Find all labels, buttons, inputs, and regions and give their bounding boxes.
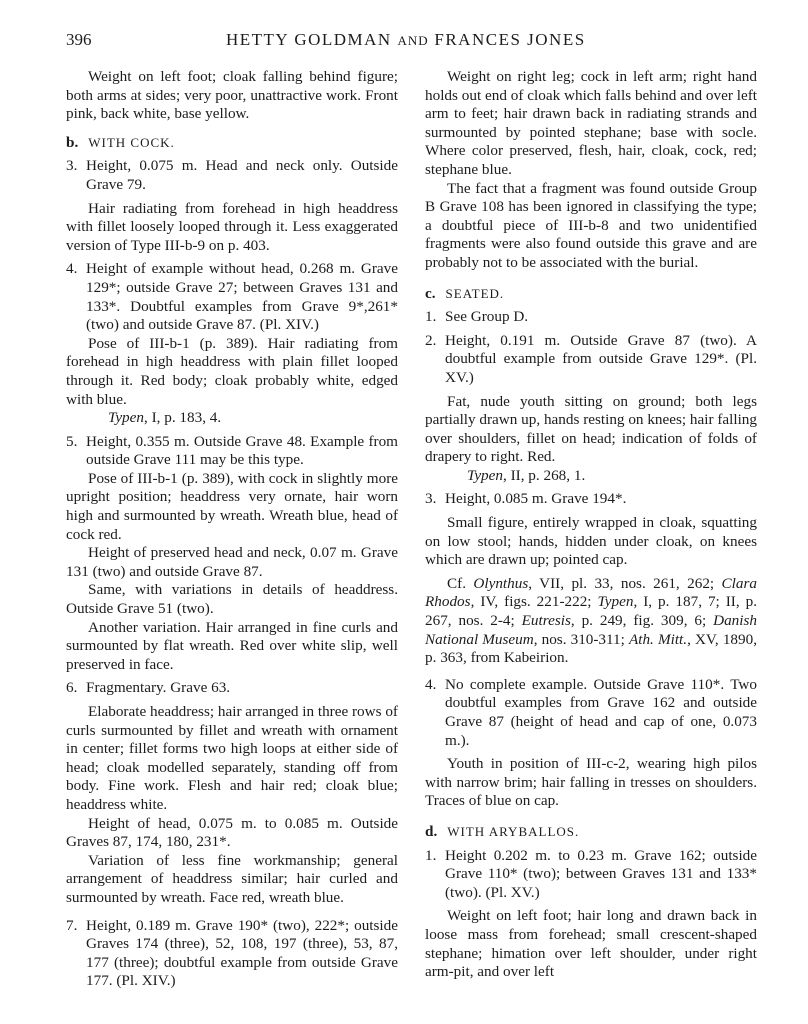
catalog-entry xyxy=(66,679,398,698)
catalog-entry xyxy=(425,332,757,388)
cf-title: Ath. Mitt. xyxy=(628,630,688,648)
entry-description: Elaborate headdress; hair arranged in three rows of curls surmounted by fillet and wreath with ornament in center; fillet forms two high loops at either side of head; cloak modelled separately, standing off from body. Fine work. Flesh and hair red; cloak blue; headdress white. xyxy=(66,703,398,813)
page-header xyxy=(0,30,808,54)
left-column xyxy=(66,68,398,991)
variant-paragraph: Height of head, 0.075 m. to 0.085 m. Outside Graves 87, 174, 180, 231*. xyxy=(66,814,398,851)
entry-description: Pose of III-b-1 (p. 389). Hair radiating from forehead in high headdress with plain fillet looped through it. Red body; cloak probably white, edged with blue. xyxy=(66,334,398,408)
comparanda xyxy=(425,575,757,668)
entry-text: No complete example. Outside Grave 110*. Two doubtful examples from Grave 162 and outside Grave 87 (height of head and cap of one, 0.073 m.). xyxy=(445,675,757,749)
citation-title: Typen xyxy=(467,466,503,484)
section-heading-b xyxy=(66,134,398,153)
running-head-and: AND xyxy=(397,33,429,48)
section-letter: d. xyxy=(425,822,438,840)
entry-description: Fat, nude youth sitting on ground; both legs partially drawn up, hands resting on knees; hair falling over shoulders, fillet on head; indication of folds of drapery to right. Red. xyxy=(425,392,757,466)
entry-number: 3. xyxy=(66,157,78,175)
citation-title: Typen xyxy=(108,409,144,427)
paragraph: Weight on right leg; cock in left arm; right hand holds out end of cloak which falls behind and over left arm to feet; hair drawn back in radiating strands and surmounted by pointed stephane; base with socle. Where color preserved, flesh, hair, cloak, cock, red; stephane blue. xyxy=(425,68,757,178)
cf-title: Typen xyxy=(597,593,634,611)
entry-text: Height, 0.191 m. Outside Grave 87 (two). A doubtful example from outside Grave 129*. (Pl. XV.) xyxy=(445,331,757,386)
cf-title: Danish National Museum xyxy=(425,612,758,648)
catalog-entry xyxy=(66,433,398,470)
cf-text: , XV, 1890, p. 363, from Kabeirion. xyxy=(425,630,757,667)
catalog-entry xyxy=(66,260,398,334)
section-letter: c. xyxy=(425,284,436,302)
page-number: 396 xyxy=(66,30,92,49)
entry-text: Height of example without head, 0.268 m. Grave 129*; outside Grave 27; between Graves 131 and 133*. Doubtful examples from Grave 9*,261* (two) and outside Grave 87. (Pl. XIV.) xyxy=(86,260,398,334)
section-heading-c xyxy=(425,285,757,304)
catalog-entry xyxy=(425,847,757,903)
citation-ref: , I, p. 183, 4. xyxy=(144,409,222,427)
running-head-author-1: HETTY GOLDMAN xyxy=(226,30,392,49)
cf-text: , nos. 310-311; xyxy=(533,630,629,648)
entry-number: 1. xyxy=(425,308,437,326)
entry-number: 1. xyxy=(425,846,437,864)
running-head-author-2: FRANCES JONES xyxy=(434,30,586,49)
section-letter: b. xyxy=(66,133,79,151)
cf-title: Olynthus xyxy=(473,574,529,592)
right-column xyxy=(425,68,757,982)
entry-description: Youth in position of III-c-2, wearing high pilos with narrow brim; hair falling in tresses on shoulders. Traces of blue on cap. xyxy=(425,755,757,810)
entry-number: 3. xyxy=(425,490,437,508)
variant-paragraph: Height of preserved head and neck, 0.07 m. Grave 131 (two) and outside Grave 87. xyxy=(66,544,398,580)
cf-text: Cf. xyxy=(447,574,474,592)
section-title: WITH COCK. xyxy=(88,134,175,150)
catalog-entry xyxy=(425,308,757,327)
entry-text: Height, 0.189 m. Grave 190* (two), 222*; outside Graves 174 (three), 52, 108, 197 (three), 53, 87, 177 (three); doubtful example from outside Grave 177. (Pl. XIV.) xyxy=(86,916,398,990)
paragraph: Weight on left foot; cloak falling behind figure; both arms at sides; very poor, unattractive work. Front pink, back white, base yellow. xyxy=(66,68,398,123)
entry-number: 4. xyxy=(425,675,437,693)
cf-text: , IV, figs. 221-222; xyxy=(470,593,598,611)
running-head xyxy=(226,30,586,50)
cf-text: , I, p. 187, 7; II, p. 267, nos. 2-4; xyxy=(425,593,757,630)
entry-description: Pose of III-b-1 (p. 389), with cock in slightly more upright position; headdress very ornate, hair worn high and surmounted by wreath. Wreath blue, head of cock red. xyxy=(66,469,398,543)
entry-description: Small figure, entirely wrapped in cloak, squatting on low stool; hands, hidden under cloak, on knees which are drawn up; pointed cap. xyxy=(425,514,757,569)
citation xyxy=(425,467,757,486)
cf-title: Eutresis xyxy=(521,612,571,630)
entry-number: 6. xyxy=(66,679,78,697)
variant-paragraph: Variation of less fine workmanship; general arrangement of headdress similar; hair curled and surmounted by wreath. Face red, wreath blue. xyxy=(66,851,398,906)
entry-description: Hair radiating from forehead in high headdress with fillet loosely looped through it. Less exaggerated version of Type III-b-9 on p. 403. xyxy=(66,199,398,254)
catalog-entry xyxy=(425,676,757,750)
entry-number: 2. xyxy=(425,331,437,349)
paragraph: The fact that a fragment was found outside Group B Grave 108 has been ignored in classifying the type; a doubtful piece of III-b-8 and two unidentified fragments were also found outside this grave and are probably not to be associated with the burial. xyxy=(425,179,757,271)
catalog-entry xyxy=(66,917,398,991)
catalog-entry xyxy=(425,490,757,509)
entry-description: Weight on left foot; hair long and drawn back in loose mass from forehead; small crescent-shaped stephane; himation over left shoulder, under right arm-pit, and over left xyxy=(425,907,757,981)
citation-ref: , II, p. 268, 1. xyxy=(503,466,586,484)
cf-text: , VII, pl. 33, nos. 261, 262; xyxy=(528,574,722,592)
catalog-entry xyxy=(66,157,398,194)
citation xyxy=(66,409,398,428)
entry-number: 7. xyxy=(66,916,78,934)
section-title: WITH ARYBALLOS. xyxy=(447,823,580,839)
entry-number: 4. xyxy=(66,260,78,278)
entry-text: Height 0.202 m. to 0.23 m. Grave 162; outside Grave 110* (two); between Graves 131 and 133* (two). (Pl. XV.) xyxy=(445,846,757,901)
entry-text: See Group D. xyxy=(445,308,529,326)
variant-paragraph: Another variation. Hair arranged in fine curls and surmounted by flat wreath. Red over white slip, well preserved in face. xyxy=(66,618,398,673)
entry-text: Height, 0.355 m. Outside Grave 48. Example from outside Grave 111 may be this type. xyxy=(86,432,398,469)
cf-title: Clara Rhodos xyxy=(425,574,757,611)
cf-text: , p. 249, fig. 309, 6; xyxy=(570,612,714,630)
variant-paragraph: Same, with variations in details of headdress. Outside Grave 51 (two). xyxy=(66,581,398,618)
entry-text: Height, 0.075 m. Head and neck only. Outside Grave 79. xyxy=(86,157,398,193)
entry-text: Fragmentary. Grave 63. xyxy=(86,679,231,697)
section-heading-d xyxy=(425,823,757,842)
section-title: SEATED. xyxy=(445,285,505,301)
entry-text: Height, 0.085 m. Grave 194*. xyxy=(445,490,627,508)
entry-number: 5. xyxy=(66,432,78,450)
